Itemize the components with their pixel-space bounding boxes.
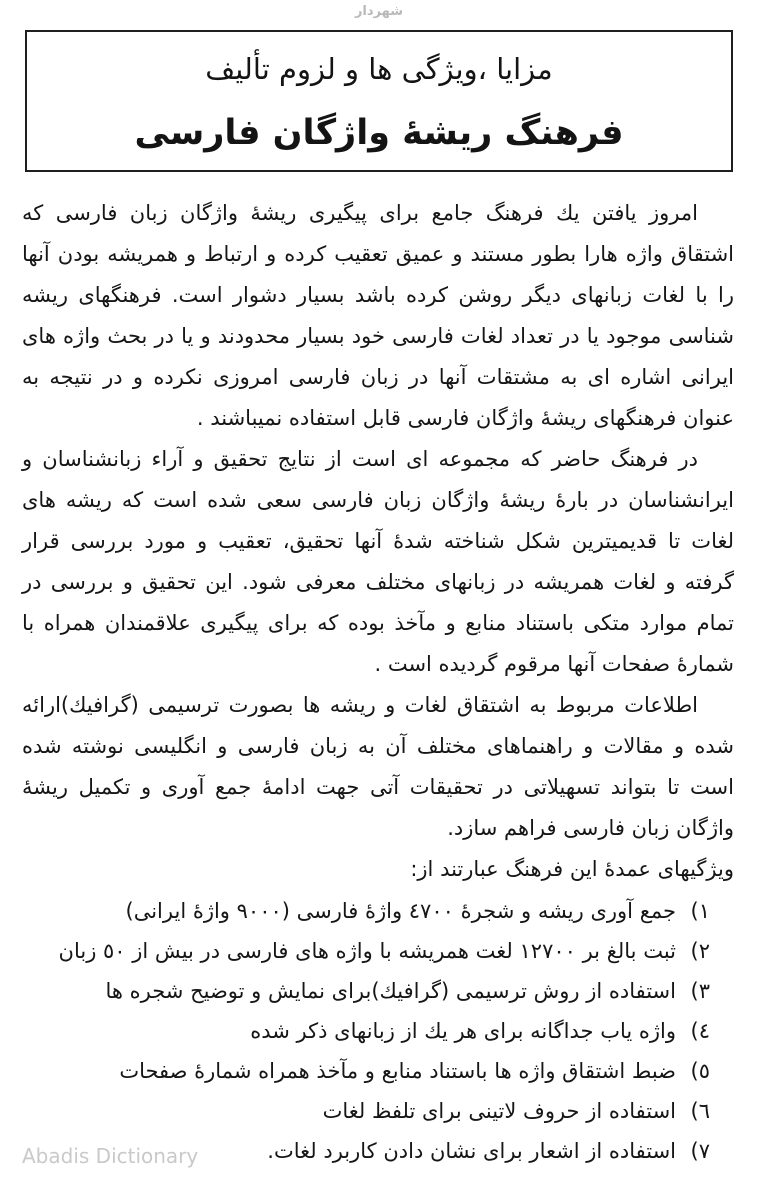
feature-number: ٦) xyxy=(690,1099,710,1123)
feature-number: ۲) xyxy=(690,939,710,963)
document-body xyxy=(22,193,734,1171)
bottom-watermark: Abadis Dictionary xyxy=(22,1144,199,1168)
paragraph: در فرهنگ حاضر كه مجموعه ای است از نتایج تحقیق و آراء زبانشناسان و ایرانشناسان در بارهٔ ریشهٔ واژگان زبان فارسی سعی شده است كه ریشه های لغات تا قدیمیترین شكل شناخته شدهٔ آنها تحقیق، تعقیب و مورد بررسی قرار گرفته و لغات همریشه در زبانهای مختلف معرفی شود. این تحقیق و بررسی در تمام موارد متكی باستناد منابع و مآخذ بوده كه برای پیگیری علاقمندان همراه با شمارهٔ صفحات آنها مرقوم گردیده است . xyxy=(22,447,734,676)
feature-item xyxy=(22,1011,710,1051)
feature-number: ٤) xyxy=(690,1019,710,1043)
paragraph: اطلاعات مربوط به اشتقاق لغات و ریشه ها بصورت ترسیمی (گرافیك)ارائه شده و مقالات و راهنماهای مختلف آن به زبان فارسی و انگلیسی نوشته شده است تا بتواند تسهیلاتی در تحقیقات آتی جهت ادامهٔ جمع آوری و تكمیل ریشهٔ واژگان زبان فارسی فراهم سازد. xyxy=(22,693,734,840)
feature-text: ثبت بالغ بر ۱۲۷۰۰ لغت همریشه با واژه های فارسی در بیش از ٥٠ زبان xyxy=(58,939,676,963)
top-watermark: شهردار xyxy=(354,4,404,19)
feature-number: ۱) xyxy=(690,899,710,923)
feature-text: ضبط اشتقاق واژه ها باستناد منابع و مآخذ همراه شمارهٔ صفحات xyxy=(119,1059,676,1083)
feature-item xyxy=(22,891,710,931)
page-title: فرهنگ ریشهٔ واژگان فارسی xyxy=(134,113,624,153)
features-intro: ویژگیهای عمدهٔ این فرهنگ عبارتند از: xyxy=(410,857,734,881)
feature-item xyxy=(22,1051,710,1091)
page-title-box xyxy=(25,30,733,172)
feature-text: استفاده از روش ترسیمی (گرافیك)برای نمایش و توضیح شجره ها xyxy=(105,979,676,1003)
feature-text: واژه یاب جداگانه برای هر یك از زبانهای ذكر شده xyxy=(250,1019,676,1043)
feature-text: استفاده از اشعار برای نشان دادن كاربرد لغات. xyxy=(267,1139,676,1163)
feature-item xyxy=(22,971,710,1011)
feature-item xyxy=(22,931,710,971)
feature-number: ۳) xyxy=(690,979,710,1003)
feature-text: استفاده از حروف لاتینی برای تلفظ لغات xyxy=(322,1099,676,1123)
title-subtitle: مزایا ،ویژگی ها و لزوم تألیف xyxy=(205,52,553,86)
feature-text: جمع آوری ریشه و شجرهٔ ٤٧٠٠ واژهٔ فارسی (٩٠٠٠ واژهٔ ایرانی) xyxy=(125,899,676,923)
feature-number: ٥) xyxy=(690,1059,710,1083)
paragraphs-container xyxy=(22,193,734,849)
feature-number: ٧) xyxy=(690,1139,710,1163)
feature-item xyxy=(22,1091,710,1131)
paragraph: امروز یافتن یك فرهنگ جامع برای پیگیری ریشهٔ واژگان زبان فارسی كه اشتقاق واژه هارا بطور مستند و عمیق تعقیب كرده و ارتباط و همریشه بودن آنها را با لغات زبانهای دیگر روشن كرده باشد بسیار دشوار است. فرهنگهای ریشه شناسی موجود یا در تعداد لغات فارسی خود بسیار محدودند و یا در بحث واژه های ایرانی اشاره ای به مشتقات آنها در زبان فارسی امروزی نكرده و در نتیجه به عنوان فرهنگهای ریشهٔ واژگان فارسی قابل استفاده نمیباشند . xyxy=(22,201,734,430)
features-list xyxy=(22,891,734,1171)
